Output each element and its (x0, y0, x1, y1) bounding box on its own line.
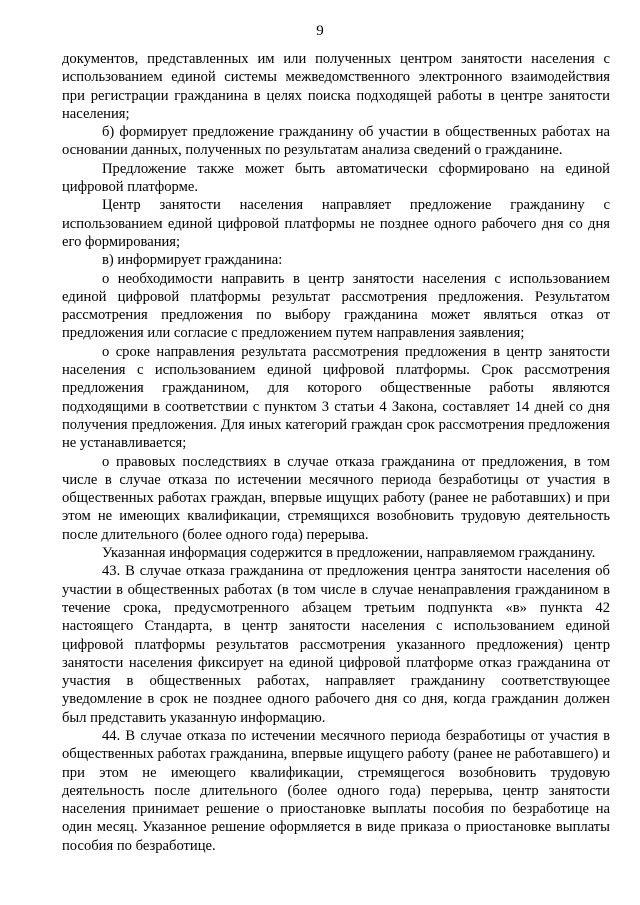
paragraph-item-43: 43. В случае отказа гражданина от предложения центра занятости населения об участии в общественных работах (в том числе в случае ненаправления гражданином в течение срока, предусмотренного абзацем третьим подпункта «в» пункта 42 настоящего Стандарта, в центр занятости населения с использованием единой цифровой платформы результатов рассмотрения указанного предложения) центр занятости населения фиксирует на единой цифровой платформе отказ гражданина от участия в общественных работах, направляет гражданину соответствующее уведомление в срок не позднее одного рабочего дня со дня, когда гражданин должен был представить указанную информацию. (62, 563, 610, 726)
paragraph-review-deadline: о сроке направления результата рассмотрения предложения в центр занятости населения с использованием единой цифровой платформы. Срок рассмотрения предложения гражданином, для которого общественные работы являются подходящими в соответствии с пунктом 3 статьи 4 Закона, составляет 14 дней со дня получения предложения. Для иных категорий граждан срок рассмотрения предложения не устанавливается; (62, 343, 610, 452)
paragraph-continuation: документов, представленных им или полученных центром занятости населения с использованием единой системы межведомственного электронного взаимодействия при регистрации гражданина в целях поиска подходящей работы в центре занятости населения; (62, 51, 610, 122)
paragraph-auto-formation: Предложение также может быть автоматически сформировано на единой цифровой платформе. (62, 160, 610, 196)
document-body (62, 50, 610, 855)
paragraph-information-contained: Указанная информация содержится в предложении, направляемом гражданину. (102, 545, 596, 562)
paragraph-sending-offer: Центр занятости населения направляет предложение гражданину с использованием единой цифровой платформы не позднее одного рабочего дня со дня его формирования; (62, 197, 610, 250)
paragraph-subitem-b: б) формирует предложение гражданину об участии в общественных работах на основании данных, полученных по результатам анализа сведений о гражданине. (62, 124, 610, 159)
paragraph-item-44: 44. В случае отказа по истечении месячного периода безработицы от участия в общественных работах гражданина, впервые ищущего работу (ранее не работавшего) и при этом не имеющего квалификации, стремящегося возобновить трудовую деятельность после длительного (более одного года) перерыва, центр занятости населения принимает решение о приостановке выплаты пособия по безработице на один месяц. Указанное решение оформляется в виде приказа о приостановке выплаты пособия по безработице. (62, 727, 610, 854)
page-number: 9 (316, 23, 324, 39)
paragraph-legal-consequences: о правовых последствиях в случае отказа гражданина от предложения, в том числе в случае отказа по истечении месячного периода безработицы от участия в общественных работах граждан, впервые ищущих работу (ранее не работавших) и при этом не имеющих квалификации, стремящихся возобновить трудовую деятельность после длительного (более одного года) перерыва. (62, 453, 610, 543)
paragraph-need-to-send-result: о необходимости направить в центр занятости населения с использованием единой цифровой платформы результат рассмотрения предложения. Результатом рассмотрения предложения по выбору гражданина может являться отказ от предложения или согласие с предложением путем направления заявления; (62, 270, 610, 342)
paragraph-subitem-v: в) информирует гражданина: (102, 252, 283, 269)
